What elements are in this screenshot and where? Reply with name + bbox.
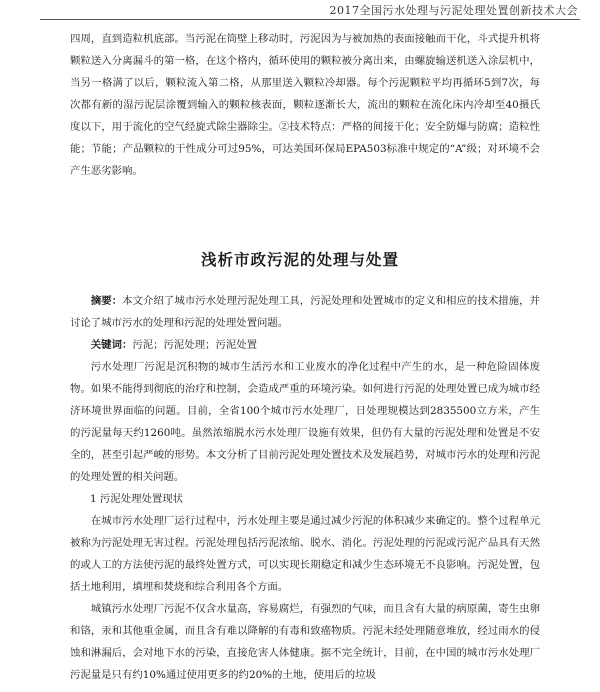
abstract xyxy=(70,290,540,334)
abstract-text: 本文介绍了城市污水处理污泥处理工具，污泥处理和处置城市的定义和相应的技术措施，并讨论了城市污水的处理和污泥的处理处置问题。 xyxy=(70,295,540,329)
section-heading: 1 污泥处理处置现状 xyxy=(90,493,184,505)
section1-paragraph-1: 在城市污水处理厂运行过程中，污水处理主要是通过减少污泥的体积减少来确定的。整个过程单元被称为污泥处理无害过程。污泥处理包括污泥浓缩、脱水、消化。污泥处理的污泥或污泥产品具有天然的或人工的方法使污泥的最终处置方式，可以实现长期稳定和减少生态环境无不良影响。污泥处置，包括土地利用，填埋和焚烧和综合利用各个方面。 xyxy=(70,515,540,593)
previous-article-continuation: 四周，直到造粒机底部。当污泥在筒壁上移动时，污泥因为与被加热的表面接触而干化，斗式提升机将颗粒送入分离漏斗的第一格，在这个格内，循环使用的颗粒被分离出来，由螺旋输送机送入涂层机中，当另一格满了以后，颗粒流入第二格，从那里送入颗粒冷却器。每个污泥颗粒平均再循环5到7次，每次都有新的湿污泥层涂覆到输入的颗粒核表面，颗粒逐渐长大，流出的颗粒在流化床内冷却至40摄氏度以下，用于流化的空气经旋式除尘器除尘。②技术特点：严格的间接干化；安全防爆与防腐；造粒性能；节能；产品颗粒的干性成分可过95%，可达美国环保局EPA503标准中规定的“A”级；对环境不会产生恶劣影响。 xyxy=(70,33,540,177)
header-rule xyxy=(40,19,580,20)
intro-paragraph: 污水处理厂污泥是沉积物的城市生活污水和工业废水的净化过程中产生的水，是一种危险固体废物。如果不能得到彻底的治疗和控制，会造成严重的环境污染。如何进行污泥的处理处置已成为城市经济环境世界面临的问题。目前，全省100个城市污水处理厂，日处理规模达到2835500立方米，产生的污泥量每天约1260吨。虽然浓缩脱水污水处理厂设施有效果，但仍有大量的污泥处理和处置是不安全的，甚至引起严峻的形势。本文分析了目前污泥处理处置技术及发展趋势，对城市污水的处理和污泥的处理处置的相关问题。 xyxy=(70,361,540,483)
keywords xyxy=(70,334,540,356)
keywords-text: 污泥；污泥处理；污泥处置 xyxy=(132,339,258,351)
article-title: 浅析市政污泥的处理与处置 xyxy=(200,250,399,269)
section1-paragraph-2: 城镇污水处理厂污泥不仅含水量高，容易腐烂，有强烈的气味，而且含有大量的病原菌，寄生虫卵和铬，汞和其他重金属，而且含有难以降解的有毒和致癌物质。污泥未经处理随意堆放，经过雨水的侵蚀和淋漏后，会对地下水的污染，直接危害人体健康。据不完全统计，目前，在中国的城市污水处理厂污泥量是只有约10%通过使用更多的约20%的土地，使用后的垃圾 xyxy=(70,603,540,681)
abstract-label: 摘要： xyxy=(90,295,123,307)
keywords-label: 关键词： xyxy=(90,339,133,351)
running-header: 2017全国污水处理与污泥处理处置创新技术大会 xyxy=(329,4,578,17)
